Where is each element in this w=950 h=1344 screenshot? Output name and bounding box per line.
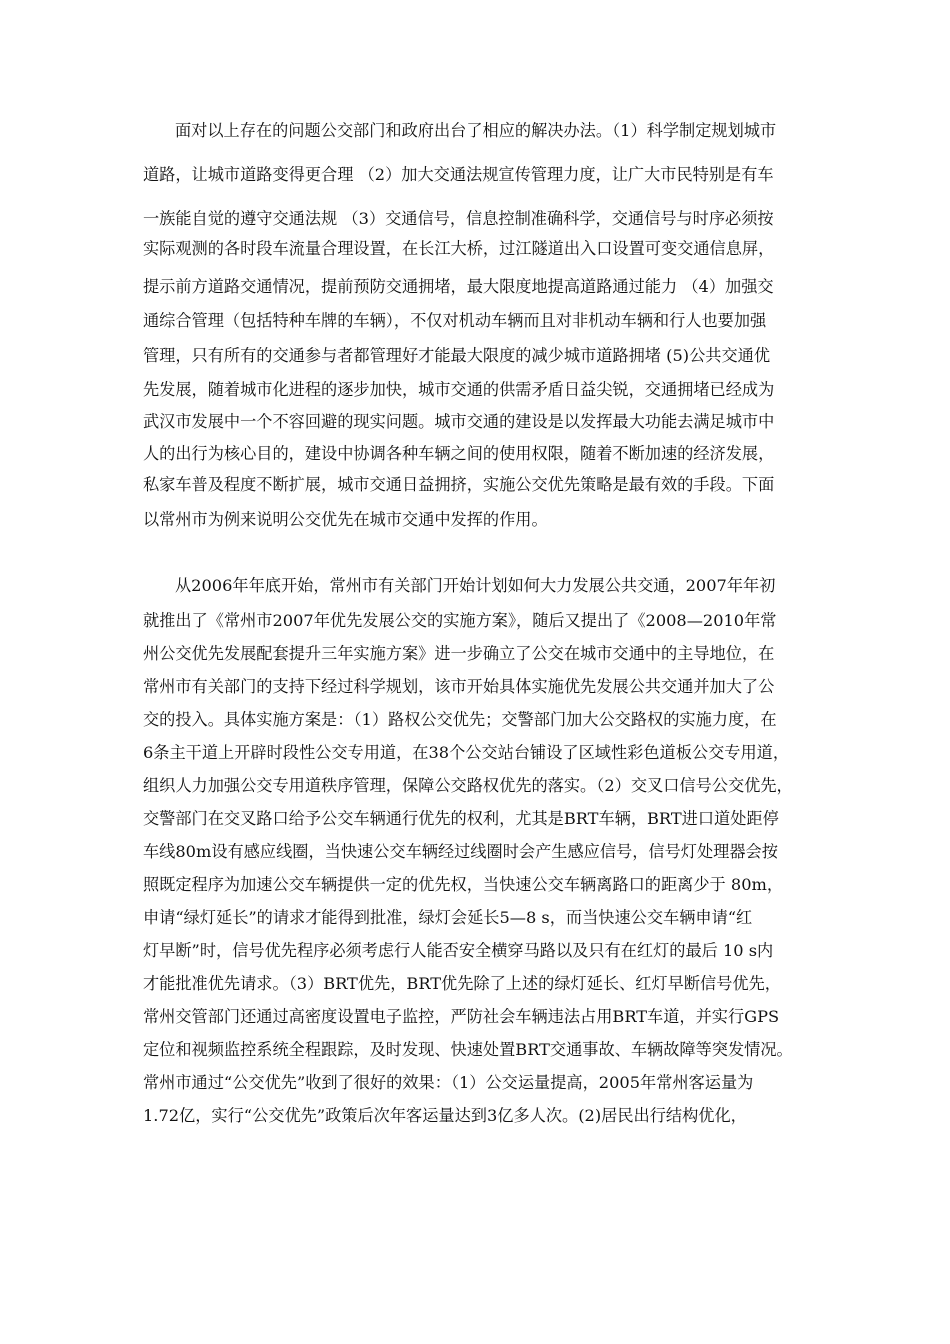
text-line: 实际观测的各时段车流量合理设置，在长江大桥，过江隧道出入口设置可变交通信息屏， xyxy=(143,239,775,258)
text-line: 组织人力加强公交专用道秩序管理，保障公交路权优先的落实。（2）交叉口信号公交优先， xyxy=(143,776,793,795)
text-line: 车线80m设有感应线圈，当快速公交车辆经过线圈时会产生感应信号，信号灯处理器会按 xyxy=(143,842,778,861)
text-line: 先发展，随着城市化进程的逐步加快，城市交通的供需矛盾日益尖锐，交通拥堵已经成为 xyxy=(143,380,775,399)
text-line: 私家车普及程度不断扩展，城市交通日益拥挤，实施公交优先策略是最有效的手段。下面 xyxy=(143,475,775,494)
text-line: 灯早断”时，信号优先程序必须考虑行人能否安全横穿马路以及只有在红灯的最后 10 s内 xyxy=(143,941,774,960)
text-line: 武汉市发展中一个不容回避的现实问题。城市交通的建设是以发挥最大功能去满足城市中 xyxy=(143,412,775,431)
text-line: 通综合管理（包括特种车牌的车辆），不仅对机动车辆而且对非机动车辆和行人也要加强 xyxy=(143,311,767,330)
text-line: 就推出了《常州市2007年优先发展公交的实施方案》，随后又提出了《2008—2010年常 xyxy=(143,611,777,630)
text-line: 定位和视频监控系统全程跟踪，及时发现、快速处置BRT交通事故、车辆故障等突发情况。 xyxy=(143,1040,793,1059)
text-line: 才能批准优先请求。（3）BRT优先，BRT优先除了上述的绿灯延长、红灯早断信号优先， xyxy=(143,974,781,993)
text-line: 1.72亿，实行“公交优先”政策后次年客运量达到3亿多人次。(2)居民出行结构优化， xyxy=(143,1106,747,1125)
text-line: 常州市有关部门的支持下经过科学规划，该市开始具体实施优先发展公共交通并加大了公 xyxy=(143,677,775,696)
text-line: 管理，只有所有的交通参与者都管理好才能最大限度的减少城市道路拥堵 (5)公共交通优 xyxy=(143,346,771,365)
text-line: 提示前方道路交通情况，提前预防交通拥堵，最大限度地提高道路通过能力 （4）加强交 xyxy=(143,277,774,296)
text-line: 常州市通过“公交优先”收到了很好的效果：（1）公交运量提高，2005年常州客运量为 xyxy=(143,1073,754,1092)
text-line: 交警部门在交叉路口给予公交车辆通行优先的权利，尤其是BRT车辆，BRT进口道处距停 xyxy=(143,809,779,828)
text-line: 6条主干道上开辟时段性公交专用道，在38个公交站台铺设了区域性彩色道板公交专用道， xyxy=(143,743,790,762)
text-line: 州公交优先发展配套提升三年实施方案》进一步确立了公交在城市交通中的主导地位，在 xyxy=(143,644,775,663)
text-line: 以常州市为例来说明公交优先在城市交通中发挥的作用。 xyxy=(143,510,548,529)
text-line: 道路，让城市道路变得更合理 （2）加大交通法规宣传管理力度，让广大市民特别是有车 xyxy=(143,165,774,184)
text-line: 交的投入。具体实施方案是：（1）路权公交优先；交警部门加大公交路权的实施力度，在 xyxy=(143,710,777,729)
text-line: 从2006年年底开始，常州市有关部门开始计划如何大力发展公共交通，2007年年初 xyxy=(175,576,776,595)
text-line: 申请“绿灯延长”的请求才能得到批准，绿灯会延长5—8 s，而当快速公交车辆申请“红 xyxy=(143,908,753,927)
text-line: 常州交管部门还通过高密度设置电子监控，严防社会车辆违法占用BRT车道，并实行GPS xyxy=(143,1007,780,1026)
text-line: 照既定程序为加速公交车辆提供一定的优先权，当快速公交车辆离路口的距离少于 80m， xyxy=(143,875,784,894)
text-line: 一族能自觉的遵守交通法规 （3）交通信号，信息控制准确科学，交通信号与时序必须按 xyxy=(143,209,774,228)
text-line: 面对以上存在的问题公交部门和政府出台了相应的解决办法。（1）科学制定规划城市 xyxy=(175,121,777,140)
text-line: 人的出行为核心目的，建设中协调各种车辆之间的使用权限，随着不断加速的经济发展， xyxy=(143,444,775,463)
